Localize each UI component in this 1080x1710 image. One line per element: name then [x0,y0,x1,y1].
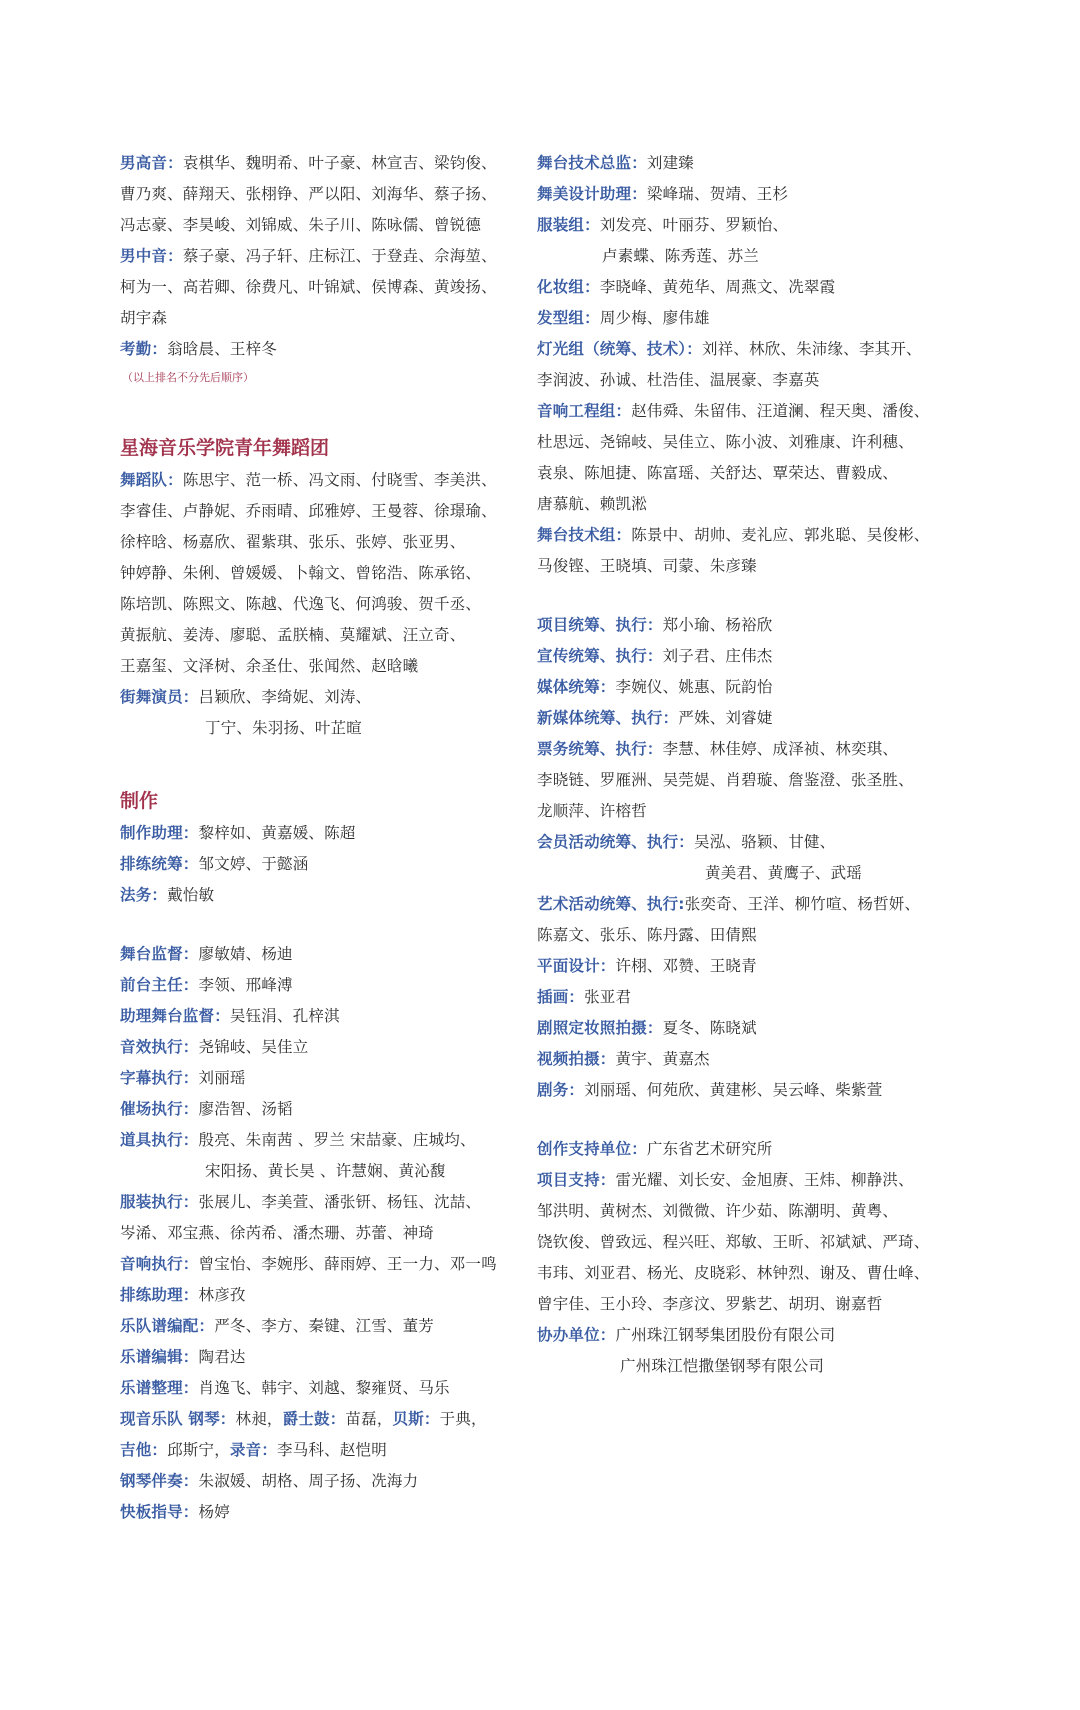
credit-baritone-cont: 柯为一、高若卿、徐费凡、叶锦斌、侯博森、黄竣扬、 [120,278,497,296]
credit-baritone-cont: 胡宇森 [120,309,168,327]
credit-tenor-cont: 冯志豪、李昊峻、刘锦威、朱子川、陈咏儒、曾锐德 [120,216,482,234]
credit-dancers-cont: 黄振航、姜涛、廖聪、孟朕楠、莫耀斌、汪立奇、 [120,626,466,644]
credit-makeup-team: 化妆组：李晓峰、黄苑华、周燕文、冼翠霞 [537,278,836,296]
credit-legal: 法务：戴怡敏 [120,886,215,904]
credit-attendance: 考勤：翁晗晨、王梓冬 [120,340,278,358]
credit-tenor-cont: 曹乃爽、薛翔天、张栩铮、严以阳、刘海华、蔡子扬、 [120,185,497,203]
credit-lighting-team: 灯光组（统筹、技术）：刘祥、林欣、朱沛缘、李其开、 [537,340,922,358]
credit-lighting-team-cont: 李润波、孙诚、杜浩佳、温展豪、李嘉英 [537,371,820,389]
credit-kuaiban-coach: 快板指导：杨婷 [120,1503,230,1521]
credit-graphic-design: 平面设计：许栩、邓赞、王晓青 [537,957,757,975]
credit-art-events-coord: 艺术活动统筹、执行:张奕奇、王洋、柳竹喧、杨哲妍、 [537,895,921,913]
credit-ticketing-coord-cont: 李晓链、罗雁洲、吴莞媞、肖碧璇、詹鉴澄、张圣胜、 [537,771,914,789]
credit-piano-accompaniment: 钢琴伴奏：朱淑媛、胡格、周子扬、冼海力 [120,1472,419,1490]
credit-stagehand: 剧务：刘丽瑶、何苑欣、黄建彬、吴云峰、柴紫萱 [537,1081,883,1099]
credit-project-support-cont: 韦玮、刘亚君、杨光、皮晓彩、林钟烈、谢及、曹仕峰、 [537,1264,930,1282]
credit-project-support-cont: 饶钦俊、曾致远、程兴旺、郑敏、王昕、祁斌斌、严琦、 [537,1233,930,1251]
credit-creative-support: 创作支持单位：广东省艺术研究所 [537,1140,773,1158]
credit-illustration: 插画：张亚君 [537,988,632,1006]
credit-rehearsal-coord: 排练统筹：邹文婷、于懿涵 [120,855,309,873]
credit-production-assistant: 制作助理：黎梓如、黄嘉媛、陈超 [120,824,356,842]
section-title-production: 制作 [120,790,159,812]
credit-live-band-cont: 吉他：邱斯宁，录音：李马科、赵恺明 [120,1441,387,1459]
credit-set-design-assistant: 舞美设计助理：梁峰瑞、贺靖、王杉 [537,185,789,203]
credit-media-coord: 媒体统筹：李婉仪、姚惠、阮韵怡 [537,678,773,696]
credit-sound-engineering: 音响工程组：赵伟舜、朱留伟、汪道澜、程天奥、潘俊、 [537,402,930,420]
section-title-dance: 星海音乐学院青年舞蹈团 [120,437,330,459]
credit-sound-engineering-cont: 袁泉、陈旭捷、陈富瑶、关舒达、覃荣达、曹毅成、 [537,464,899,482]
credit-technical-director: 舞台技术总监：刘建臻 [537,154,695,172]
credit-dancers-cont: 陈培凯、陈熙文、陈越、代逸飞、何鸿骏、贺千丞、 [120,595,482,613]
credit-tenor: 男高音：袁棋华、魏明希、叶子豪、林宣吉、梁钧俊、 [120,154,497,172]
credit-stage-tech-team: 舞台技术组：陈景中、胡帅、麦礼应、郭兆聪、吴俊彬、 [537,526,930,544]
credit-ticketing-coord-cont: 龙顺萍、许榕哲 [537,802,647,820]
credit-props: 道具执行：殷亮、朱南茜 、罗兰 宋喆豪、庄城均、 [120,1131,476,1149]
credit-call: 催场执行：廖浩智、汤韬 [120,1100,293,1118]
credit-dancers-cont: 王嘉玺、文泽树、余圣仕、张闻然、赵晗曦 [120,657,419,675]
credit-video: 视频拍摄：黄宇、黄嘉杰 [537,1050,710,1068]
credit-stage-manager: 舞台监督：廖敏婧、杨迪 [120,945,293,963]
credit-project-support: 项目支持：雷光耀、刘长安、金旭赓、王炜、柳静洪、 [537,1171,914,1189]
credit-co-organizer-cont: 广州珠江恺撒堡钢琴有限公司 [620,1357,825,1375]
credit-sound-engineering-cont: 杜思远、尧锦岐、吴佳立、陈小波、刘雅康、许利穗、 [537,433,914,451]
credit-costume-exec: 服装执行：张展儿、李美萱、潘张钘、杨钰、沈喆、 [120,1193,482,1211]
credit-dancers-cont: 徐梓晗、杨嘉欣、翟紫琪、张乐、张婷、张亚男、 [120,533,466,551]
credit-baritone: 男中音：蔡子豪、冯子轩、庄标江、于登垚、佘海堃、 [120,247,497,265]
credit-score-compile: 乐谱整理：肖逸飞、韩宇、刘越、黎雍贤、马乐 [120,1379,450,1397]
credit-co-organizer: 协办单位：广州珠江钢琴集团股份有限公司 [537,1326,836,1344]
credit-project-support-cont: 邹洪明、黄树杰、刘微微、许少茹、陈潮明、黄粤、 [537,1202,899,1220]
credit-ticketing-coord: 票务统筹、执行：李慧、林佳婷、成泽祯、林奕琪、 [537,740,899,758]
credit-dancers-cont: 李睿佳、卢静妮、乔雨晴、邱雅婷、王曼蓉、徐璟瑜、 [120,502,497,520]
credit-band-arrangement: 乐队谱编配：严冬、李方、秦键、江雪、董芳 [120,1317,435,1335]
credit-front-house: 前台主任：李领、邢峰溥 [120,976,293,994]
credit-new-media-coord: 新媒体统筹、执行：严姝、刘睿婕 [537,709,773,727]
right-column [537,148,967,1382]
credit-hair-team: 发型组：周少梅、廖伟雄 [537,309,710,327]
credit-score-editor: 乐谱编辑：陶君达 [120,1348,246,1366]
credit-subtitles: 字幕执行：刘丽瑶 [120,1069,246,1087]
credit-street-dance: 街舞演员：吕颖欣、李绮妮、刘涛、 [120,688,372,706]
credit-props-cont: 宋阳扬、黄长昊 、许慧娴、黄沁馥 [205,1162,446,1180]
credit-audio-exec: 音响执行：曾宝怡、李婉彤、薛雨婷、王一力、邓一鸣 [120,1255,497,1273]
credit-art-events-coord-cont: 陈嘉文、张乐、陈丹露、田倩熙 [537,926,757,944]
credit-dancers: 舞蹈队：陈思宇、范一桥、冯文雨、付晓雪、李美洪、 [120,471,497,489]
credit-project-support-cont: 曾宇佳、王小玲、李彦汶、罗紫艺、胡玥、谢嘉哲 [537,1295,883,1313]
credit-member-events-coord-cont: 黄美君、黄鹰子、武瑶 [705,864,863,882]
credit-stage-tech-team-cont: 马俊铿、王晓填、司蒙、朱彦臻 [537,557,757,575]
credit-member-events-coord: 会员活动统筹、执行：吴泓、骆颖、甘健、 [537,833,836,851]
left-column [120,148,520,1528]
credit-stills-photography: 剧照定妆照拍摄：夏冬、陈晓斌 [537,1019,757,1037]
credit-asst-stage-manager: 助理舞台监督：吴钰涓、孔梓淇 [120,1007,340,1025]
credit-street-dance-cont: 丁宁、朱羽扬、叶芷暄 [205,719,363,737]
credit-costume-team-cont: 卢素蝶、陈秀莲、苏兰 [602,247,760,265]
credit-project-coord: 项目统筹、执行：郑小瑜、杨裕欣 [537,616,773,634]
credit-live-band: 现音乐队 钢琴：林昶，爵士鼓：苗磊，贝斯：于典， [120,1410,487,1428]
credit-sound-engineering-cont: 唐慕航、赖凯淞 [537,495,647,513]
credit-sound-effects: 音效执行：尧锦岐、吴佳立 [120,1038,309,1056]
credit-costume-team: 服装组：刘发亮、叶丽芬、罗颖怡、 [537,216,789,234]
credit-dancers-cont: 钟婷静、朱俐、曾媛媛、卜翰文、曾铭浩、陈承铭、 [120,564,482,582]
credit-publicity-coord: 宣传统筹、执行：刘子君、庄伟杰 [537,647,773,665]
order-note: （以上排名不分先后顺序） [122,371,254,384]
credit-costume-exec-cont: 岑浠、邓宝燕、徐芮希、潘杰珊、苏蕾、神琦 [120,1224,435,1242]
credit-rehearsal-assistant: 排练助理：林彦孜 [120,1286,246,1304]
